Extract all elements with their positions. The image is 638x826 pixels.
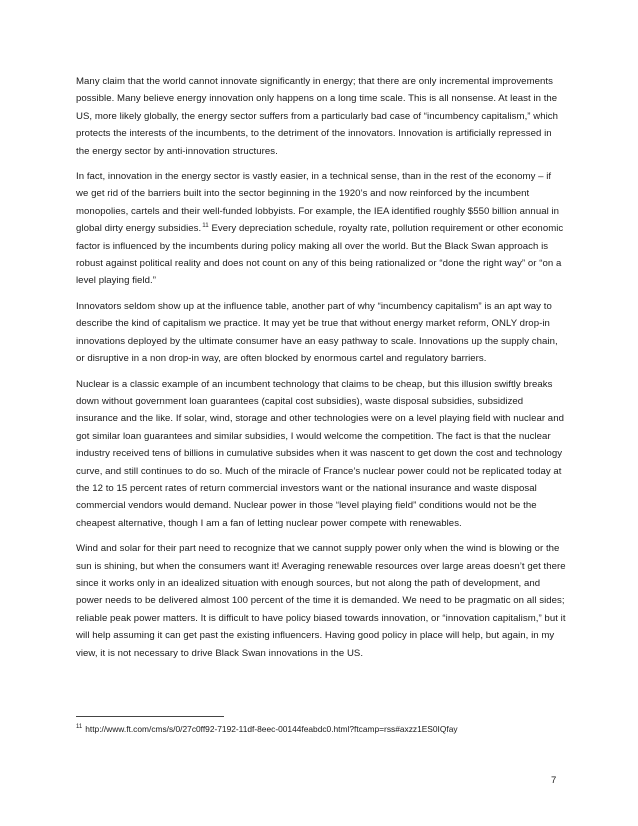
footnote-reference[interactable]: 11 [202,222,209,230]
paragraph-4: Nuclear is a classic example of an incumbent technology that claims to be cheap, but this illusion swiftly breaks down without government loan guarantees (capital cost subsidies), waste disposal subsidies, subsidized insurance and the like. If solar, wind, storage and other technologies were on a level playing field with nuclear and got similar loan guarantees and similar subsidies, I would welcome the competition. The fact is that the nuclear industry received tens of billions in cumulative subsides when it was nascent to get down the cost and technology curve, and still continues to do so. Much of the miracle of France’s nuclear power could not be replicated today at the 12 to 15 percent rates of return commercial investors want or the national insurance and waste disposal commercial vendors would demand. Nuclear power in those “level playing field” conditions would not be the cheapest alternative, though I am a fan of letting nuclear power compete with renewables. [76,378,564,529]
paragraph-1: Many claim that the world cannot innovate significantly in energy; that there are only incremental improvements possible. Many believe energy innovation only happens on a long time scale. This is all nonsense. At least in the US, more likely globally, the energy sector suffers from a particularly bad case of “incumbency capitalism,” which protects the interests of the incumbents, to the detriment of the innovators. Innovation is artificially repressed in the energy sector by anti-innovation structures. [76,76,559,157]
paragraph-3: Innovators seldom show up at the influence table, another part of why “incumbency capitalism” is an apt way to describe the kind of capitalism we practice. It may yet be true that without energy market reform, ONLY drop-in innovations deployed by the ultimate consumer have an easy pathway to scale. Innovations up the supply chain, or disruptive in a non drop-in way, are often blocked by enormous cartel and regulatory barriers. [76,300,558,365]
paragraph-2-text-a: In fact, innovation in the energy sector is vastly easier, in a technical sense, than in the rest of the economy – if we get rid of the barriers built into the sector beginning in the 1920’s and now reinforced by the incumbent monopolies, cartels and their well-funded lobbyists. For example, the IEA identified roughly $550 billion annual in global dirty energy subsidies. [76,171,560,235]
paragraph-2 [76,168,566,290]
footnote-separator [76,716,224,717]
page-number: 7 [551,775,557,786]
paragraph-2-text-b: Every depreciation schedule, royalty rate, pollution requirement or other economic factor is influenced by the incumbents during policy making all over the world. But the Black Swan approach is robust against political reality and does not count on any of this being rationalized or “done the right way” or “on a level playing field.” [76,223,564,287]
footnote [76,722,576,736]
footnote-link[interactable]: http://www.ft.com/cms/s/0/27c0ff92-7192-11df-8eec-00144feabdc0.html?ftcamp=rss#axzz1ES0IQfay [85,724,458,734]
footnote-number: 11 [76,724,83,731]
body-text [76,73,566,670]
paragraph-5: Wind and solar for their part need to recognize that we cannot supply power only when the wind is blowing or the sun is shining, but when the consumers want it! Averaging renewable resources over large areas doesn’t get there since it works only in an idealized situation with enough sources, but not along the path of development, and power needs to be delivered almost 100 percent of the time it is demanded. We need to be pragmatic on all sides; reliable peak power matters. It is difficult to have policy biased towards innovation, or “innovation capitalism,” but it will help assuming it can get past the existing influencers. Having good policy in place will help, but again, in my view, it is not necessary to drive Black Swan innovations in the US. [76,543,566,659]
